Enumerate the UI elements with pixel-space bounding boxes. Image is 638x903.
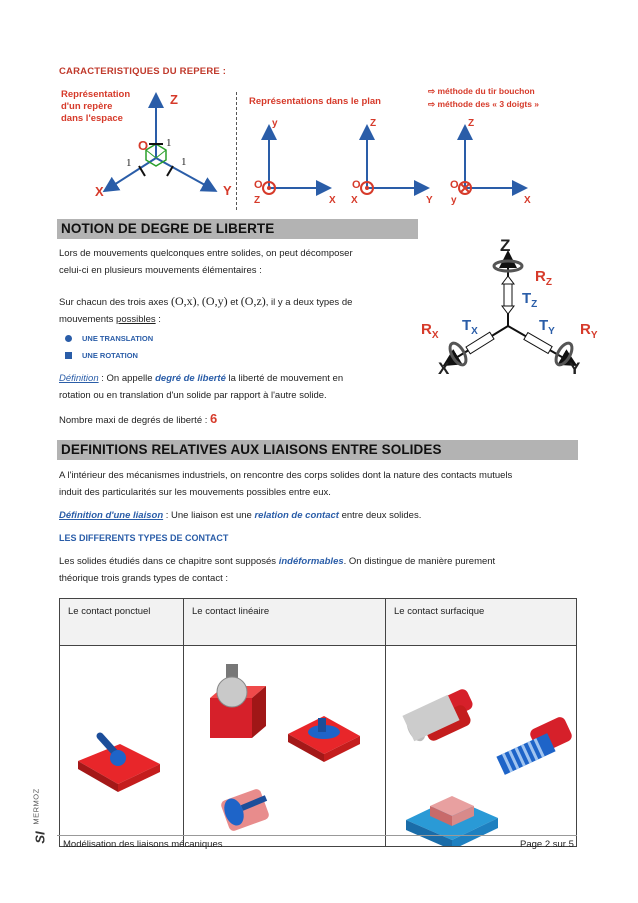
- section-title-liaisons: DEFINITIONS RELATIVES AUX LIAISONS ENTRE SOLIDES: [57, 440, 578, 460]
- cell-lineaire: [184, 646, 386, 847]
- ddl-tx: $T_X$: [462, 317, 478, 337]
- surfacique-illustration: [386, 646, 586, 846]
- plan1-origin: O: [254, 179, 263, 191]
- footer-line: [57, 835, 577, 836]
- espace-label: Représentation d'un repère dans l'espace: [61, 89, 131, 124]
- bullet-icon: [65, 335, 72, 342]
- unit-label-x: 1: [126, 157, 132, 169]
- ddl-ry: $R_Y$: [580, 321, 598, 341]
- ddl-rx: $R_X$: [421, 321, 439, 341]
- side-logo-si: SI: [32, 831, 48, 844]
- plan-diagrams: [250, 110, 550, 210]
- ddl-z: Z: [500, 236, 511, 255]
- section1-text: Lors de mouvements quelconques entre solides, on peut décomposer celui-ci en plusieurs mouvements élémentaires : Sur chacun des trois axes (O,x), (O,y) et (O,z), il y a deux types de mouvements possibles : UNE TRANSLATION UNE ROTATION Définition : On appelle degré de liberté la liberté de mouvement en rotation ou en translation d'un solide par rapport à l'autre solide. Nombre maxi de degrés de liberté : 6: [59, 245, 409, 429]
- section-title-degre-liberte: NOTION DE DEGRE DE LIBERTE: [57, 219, 418, 239]
- repere-3d-diagram: [88, 88, 238, 208]
- plan3-vert: Z: [468, 118, 475, 129]
- ponctuel-illustration: [60, 646, 180, 846]
- plan1-vert: y: [272, 118, 278, 129]
- unit-label-y: 1: [181, 156, 187, 168]
- plan2-front: X: [351, 195, 358, 206]
- footer-page: Page 2 sur 5: [520, 839, 574, 850]
- arrow-right-icon: ⇨: [428, 86, 438, 96]
- origin-label: O: [138, 138, 149, 153]
- max-degrees-value: 6: [210, 411, 218, 427]
- side-logo-name: MERMOZ: [31, 788, 41, 825]
- axis-ox: (O,x): [170, 294, 197, 308]
- plan3-front: y: [451, 195, 457, 206]
- ddl-x: X: [438, 359, 450, 378]
- ddl-rz: $R_Z$: [535, 268, 552, 288]
- lineaire-illustration: [184, 646, 369, 846]
- plan2-horiz: Y: [426, 195, 433, 206]
- bullet-icon: [65, 352, 72, 359]
- plan1-front: Z: [254, 195, 261, 206]
- ddl-tz: $T_Z$: [522, 290, 538, 310]
- axis-x-label: X: [95, 184, 104, 199]
- plan2-vert: Z: [370, 118, 377, 129]
- header-ponctuel: Le contact ponctuel: [60, 599, 184, 646]
- plan3-origin: O: [450, 179, 459, 191]
- axis-z-label: Z: [170, 92, 178, 107]
- plan-label: Représentations dans le plan: [249, 96, 381, 107]
- header-surfacique: Le contact surfacique: [386, 599, 577, 646]
- ddl-ty: $T_Y$: [539, 317, 555, 337]
- footer-title: Modélisation des liaisons mécaniques: [63, 839, 223, 850]
- section2-text: A l'intérieur des mécanismes industriels, on rencontre des corps solides dont la nature des contacts mutuels induit des particularités sur les mouvements possibles entre eux. Définition d'une liaison : Une liaison est une relation de contact entre deux solides. LES DIFFERENTS TYPES DE CONTACT Les solides étudiés dans ce chapitre sont supposés indéformables. On distingue de manière purement théorique trois grands types de contact :: [59, 467, 584, 587]
- bullet-translation: UNE TRANSLATION: [65, 330, 409, 347]
- header-lineaire: Le contact linéaire: [184, 599, 386, 646]
- contact-types-table: [59, 598, 577, 847]
- side-logo: [31, 788, 58, 848]
- plan3-horiz: X: [524, 195, 531, 206]
- methode-labels: ⇨ méthode du tir bouchon ⇨ méthode des « 3 doigts »: [428, 86, 540, 109]
- bullet-rotation: UNE ROTATION: [65, 347, 409, 364]
- repere-heading: CARACTERISTIQUES DU REPERE :: [59, 66, 227, 77]
- types-contact-heading: LES DIFFERENTS TYPES DE CONTACT: [59, 533, 229, 543]
- ddl-y: Y: [569, 359, 581, 378]
- unit-label-z: 1: [166, 137, 172, 149]
- axis-oy: (O,y): [201, 294, 228, 308]
- axis-y-label: Y: [223, 183, 232, 198]
- plan1-horiz: X: [329, 195, 336, 206]
- arrow-right-icon: ⇨: [428, 99, 438, 109]
- cell-surfacique: [386, 646, 577, 847]
- axis-oz: (O,z): [240, 294, 266, 308]
- cell-ponctuel: [60, 646, 184, 847]
- plan2-origin: O: [352, 179, 361, 191]
